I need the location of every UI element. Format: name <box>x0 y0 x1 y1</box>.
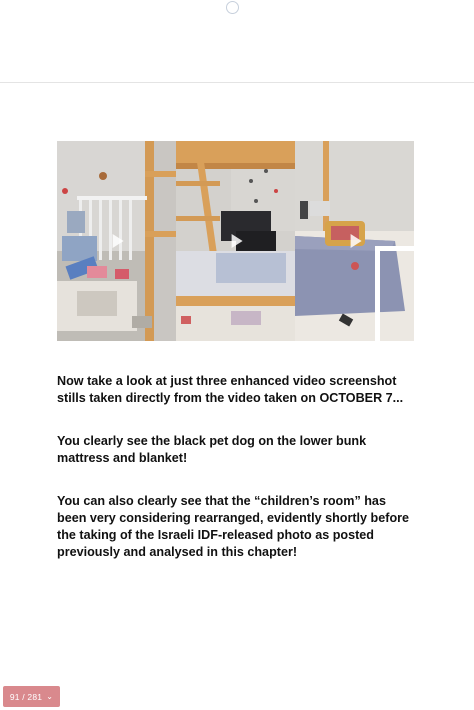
play-icon <box>231 234 242 248</box>
play-icon <box>350 234 361 248</box>
page-counter-button[interactable] <box>3 686 60 707</box>
video-still-1 <box>57 141 176 341</box>
chevron-down-icon: ⌄ <box>46 692 54 701</box>
paragraph-3: You can also clearly see that the “children’s room” has been very considering rearranged, evidently shortly before the taking of the Israeli IDF-released photo as posted previously and analysed in this chapter! <box>57 494 410 559</box>
paragraph-2: You clearly see the black pet dog on the lower bunk mattress and blanket! <box>57 434 367 465</box>
page-counter-label: 91 / 281 <box>9 691 43 702</box>
video-still-3 <box>295 141 414 341</box>
play-icon <box>112 234 123 248</box>
scroll-indicator-icon <box>226 1 239 14</box>
video-still-2 <box>176 141 295 341</box>
paragraph-1: Now take a look at just three enhanced video screenshot stills taken directly from the video taken on OCTOBER 7... <box>57 374 404 405</box>
top-bar <box>0 0 474 83</box>
video-stills-image <box>57 141 414 341</box>
